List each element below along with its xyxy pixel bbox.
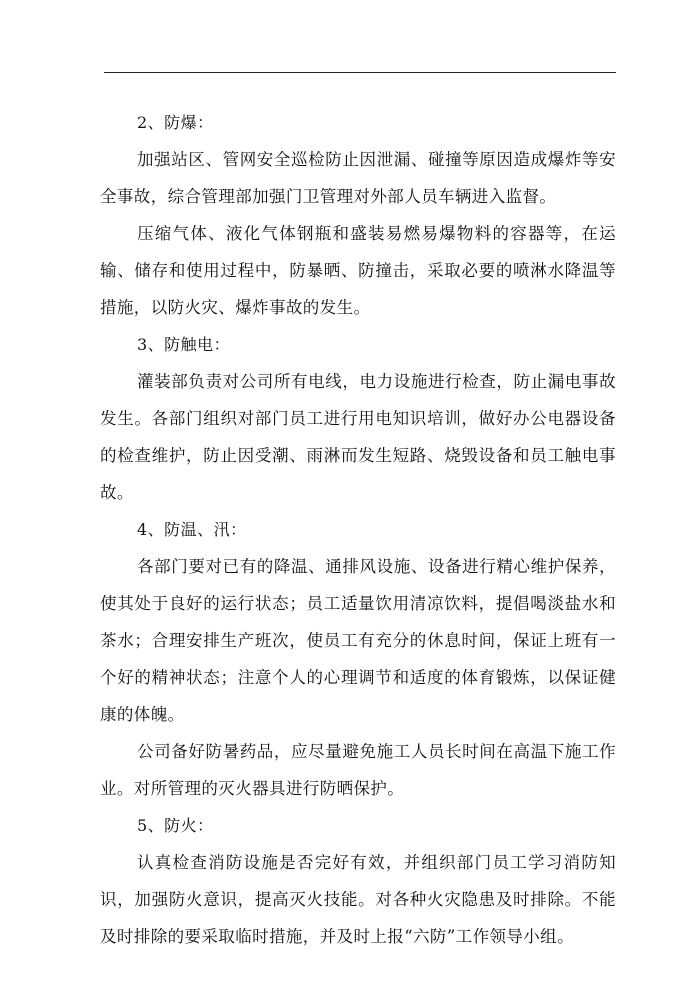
paragraph-cooling-maintenance: 各部门要对已有的降温、通排风设施、设备进行精心维护保养，使其处于良好的运行状态；员工适量饮用清凉饮料，提倡喝淡盐水和茶水；合理安排生产班次，使员工有充分的休息时间，保证上班有一个好的精神状态；注意个人的心理调节和适度的体育锻炼，以保证健康的体魄。 — [100, 557, 616, 724]
paragraph-heatstroke-medicine: 公司备好防暑药品，应尽量避免施工人员长时间在高温下施工作业。对所管理的灭火器具进行防晒保护。 — [100, 742, 616, 798]
section-heading-explosion-prevention: 2、防爆： — [137, 113, 214, 132]
header-rule — [104, 72, 616, 73]
section-heading-electric-shock-prevention: 3、防触电： — [137, 335, 231, 354]
document-body — [100, 104, 616, 955]
paragraph-site-pipeline-patrol: 加强站区、管网安全巡检防止因泄漏、碰撞等原因造成爆炸等安全事故，综合管理部加强门卫管理对外部人员车辆进入监督。 — [100, 150, 616, 206]
section-heading-fire-prevention: 5、防火： — [137, 816, 214, 835]
section-heading-heat-flood-prevention: 4、防温、汛： — [137, 520, 247, 539]
paragraph-electrical-inspection: 灌装部负责对公司所有电线，电力设施进行检查，防止漏电事故发生。各部门组织对部门员工进行用电知识培训，做好办公电器设备的检查维护，防止因受潮、雨淋而发生短路、烧毁设备和员工触电事故。 — [100, 372, 616, 502]
paragraph-gas-cylinder-handling: 压缩气体、液化气体钢瓶和盛装易燃易爆物料的容器等，在运输、储存和使用过程中，防暴晒、防撞击，采取必要的喷淋水降温等措施，以防火灾、爆炸事故的发生。 — [100, 224, 616, 317]
paragraph-fire-facility-check: 认真检查消防设施是否完好有效，并组织部门员工学习消防知识，加强防火意识，提高灭火技能。对各种火灾隐患及时排除。不能及时排除的要采取临时措施，并及时上报“六防”工作领导小组。 — [100, 853, 616, 946]
